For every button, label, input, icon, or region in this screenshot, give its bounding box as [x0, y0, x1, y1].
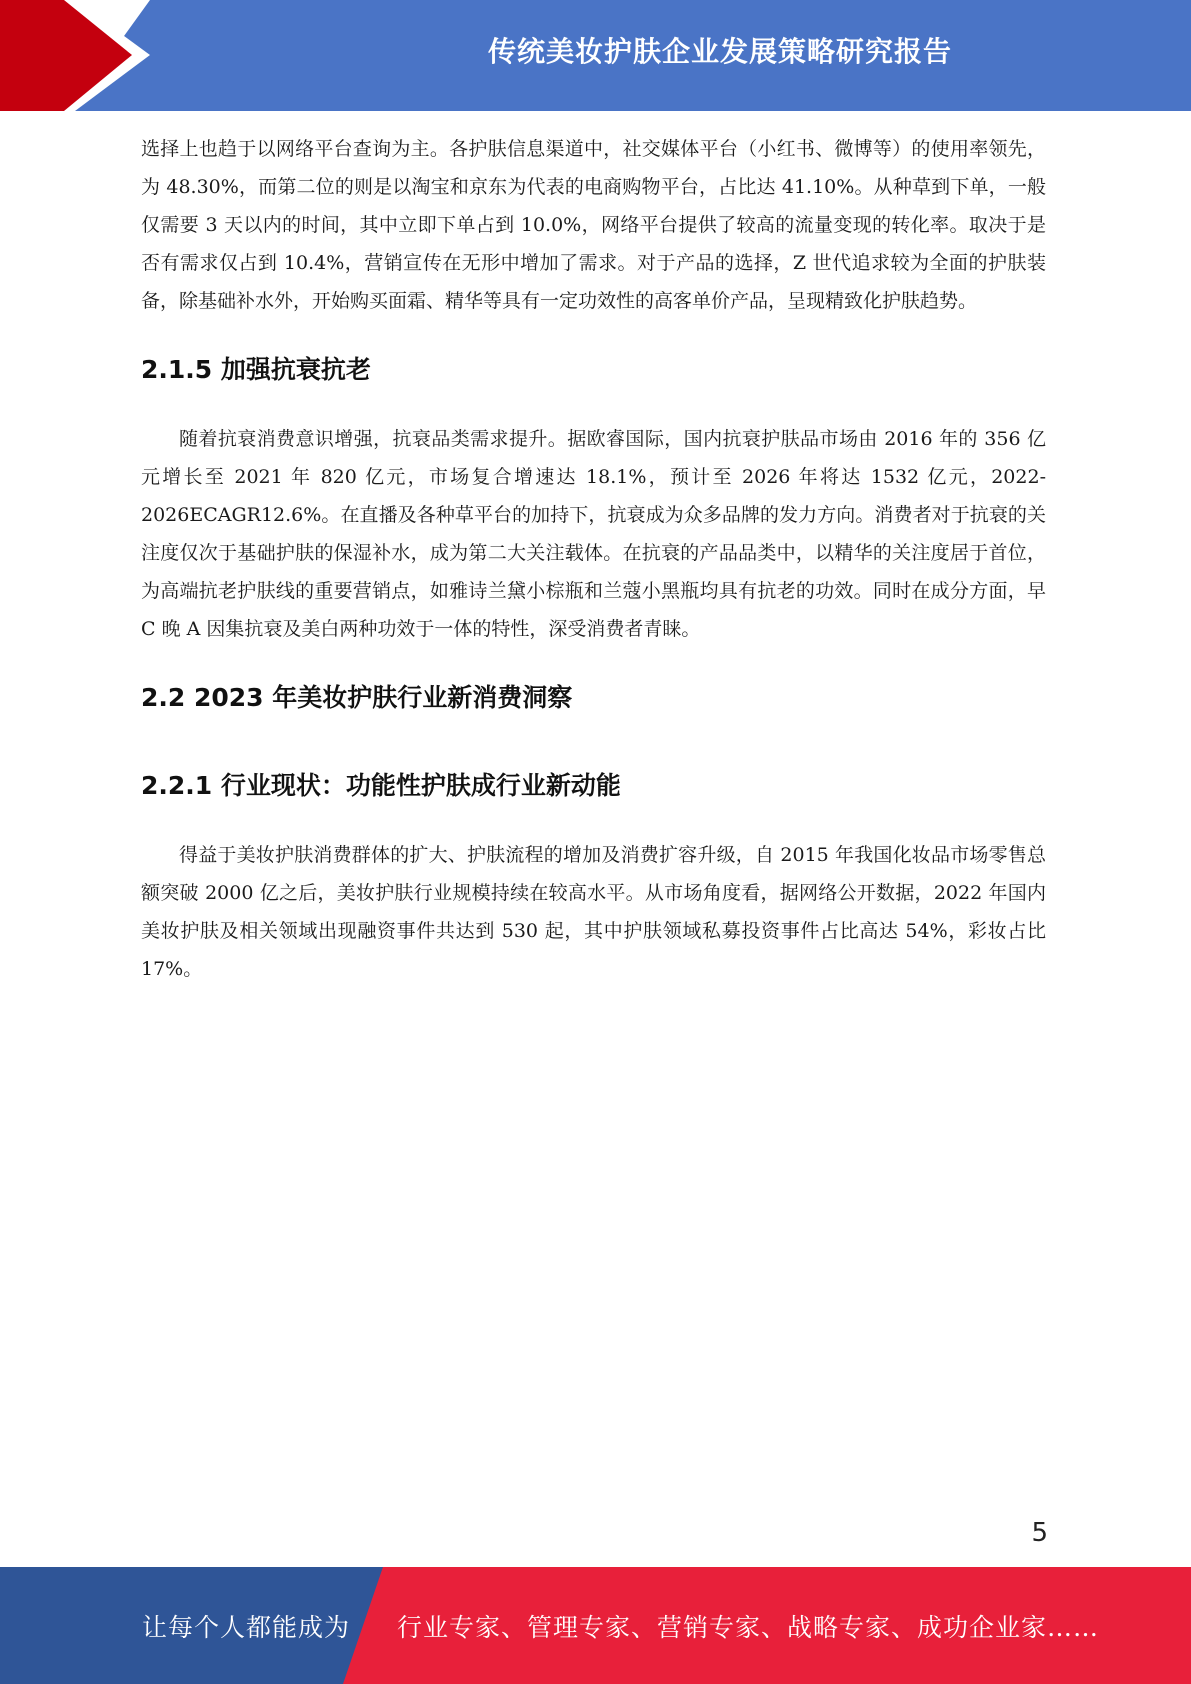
page-footer	[0, 1567, 1191, 1684]
intro-paragraph: 选择上也趋于以网络平台查询为主。各护肤信息渠道中，社交媒体平台（小红书、微博等）的使用率领先，为 48.30%，而第二位的则是以淘宝和京东为代表的电商购物平台，占比达 41.10%。从种草到下单，一般仅需要 3 天以内的时间，其中立即下单占到 10.0%，网络平台提供了较高的流量变现的转化率。取决于是否有需求仅占到 10.4%，营销宣传在无形中增加了需求。对于产品的选择，Z 世代追求较为全面的护肤装备，除基础补水外，开始购买面霜、精华等具有一定功效性的高客单价产品，呈现精致化护肤趋势。	[141, 138, 1046, 312]
page-header	[0, 0, 1191, 111]
page-number: 5	[1031, 1518, 1048, 1548]
footer-slogan-right: 行业专家、管理专家、营销专家、战略专家、成功企业家……	[397, 1612, 1100, 1642]
section-2-1-5-paragraph: 随着抗衰消费意识增强，抗衰品类需求提升。据欧睿国际，国内抗衰护肤品市场由 2016 年的 356 亿元增长至 2021 年 820 亿元，市场复合增速达 18.1%，预计至 2026 年将达 1532 亿元，2022-2026ECAGR12.6%。在直播及各种草平台的加持下，抗衰成为众多品牌的发力方向。消费者对于抗衰的关注度仅次于基础护肤的保湿补水，成为第二大关注载体。在抗衰的产品品类中，以精华的关注度居于首位，为高端抗老护肤线的重要营销点，如雅诗兰黛小棕瓶和兰蔻小黑瓶均具有抗老的功效。同时在成分方面，早 C 晚 A 因集抗衰及美白两种功效于一体的特性，深受消费者青睐。	[141, 428, 1046, 640]
section-heading-2-1-5: 2.1.5 加强抗衰抗老	[141, 355, 371, 384]
section-heading-2-2-1: 2.2.1 行业现状：功能性护肤成行业新动能	[141, 771, 621, 800]
report-title: 传统美妆护肤企业发展策略研究报告	[487, 35, 952, 68]
header-arrow-decoration	[0, 0, 160, 111]
section-heading-2-2: 2.2 2023 年美妆护肤行业新消费洞察	[141, 683, 573, 712]
section-2-2-1-paragraph: 得益于美妆护肤消费群体的扩大、护肤流程的增加及消费扩容升级，自 2015 年我国化妆品市场零售总额突破 2000 亿之后，美妆护肤行业规模持续在较高水平。从市场角度看，据网络公开数据，2022 年国内美妆护肤及相关领域出现融资事件共达到 530 起，其中护肤领域私募投资事件占比高达 54%，彩妆占比 17%。	[141, 844, 1046, 980]
page-content	[141, 130, 1046, 988]
footer-slogan-left: 让每个人都能成为	[142, 1612, 351, 1642]
